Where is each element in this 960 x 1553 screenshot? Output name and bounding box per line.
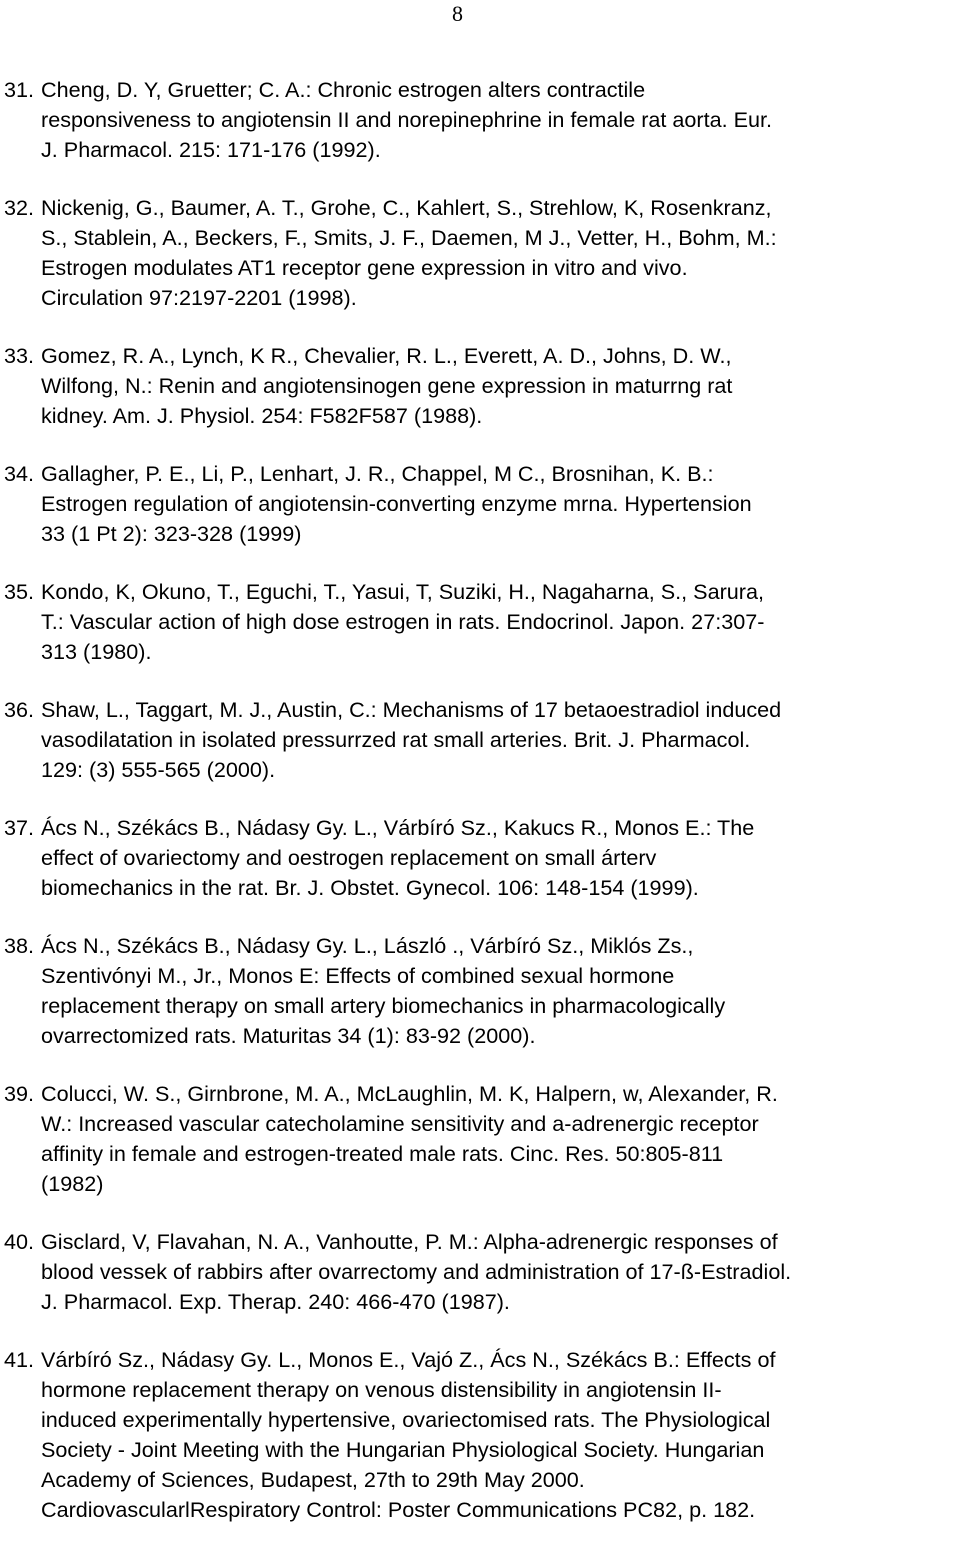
reference-text-line: Nickenig, G., Baumer, A. T., Grohe, C., Kahlert, S., Strehlow, K, Rosenkranz, <box>41 195 772 220</box>
reference-item <box>0 341 956 431</box>
reference-text-line: biomechanics in the rat. Br. J. Obstet. Gynecol. 106: 148-154 (1999). <box>41 875 699 900</box>
reference-text-line: Gisclard, V, Flavahan, N. A., Vanhoutte, P. M.: Alpha-adrenergic responses of <box>41 1229 778 1254</box>
reference-text-line: replacement therapy on small artery biomechanics in pharmacologically <box>41 993 726 1018</box>
reference-number: 34. <box>4 461 35 486</box>
reference-item <box>0 75 956 165</box>
reference-number: 37. <box>4 815 35 840</box>
reference-number: 32. <box>4 195 35 220</box>
reference-number: 41. <box>4 1347 35 1372</box>
reference-text-line: effect of ovariectomy and oestrogen replacement on small árterv <box>41 845 657 870</box>
reference-text-line: Várbíró Sz., Nádasy Gy. L., Monos E., Vajó Z., Ács N., Székács B.: Effects of <box>41 1347 776 1372</box>
reference-text-line: vasodilatation in isolated pressurrzed rat small arteries. Brit. J. Pharmacol. <box>41 727 751 752</box>
reference-text-line: J. Pharmacol. Exp. Therap. 240: 466-470 (1987). <box>41 1289 510 1314</box>
reference-number: 38. <box>4 933 35 958</box>
reference-item <box>0 193 956 313</box>
reference-text-line: 33 (1 Pt 2): 323-328 (1999) <box>41 521 302 546</box>
reference-text-line: 129: (3) 555-565 (2000). <box>41 757 276 782</box>
reference-text-line: Ács N., Székács B., Nádasy Gy. L., Várbíró Sz., Kakucs R., Monos E.: The <box>41 815 755 840</box>
reference-text-line: (1982) <box>41 1171 104 1196</box>
reference-number: 40. <box>4 1229 35 1254</box>
reference-text-line: hormone replacement therapy on venous distensibility in angiotensin II- <box>41 1377 722 1402</box>
reference-item <box>0 1345 956 1525</box>
reference-text-line: Gomez, R. A., Lynch, K R., Chevalier, R. L., Everett, A. D., Johns, D. W., <box>41 343 732 368</box>
reference-text-line: Cheng, D. Y, Gruetter; C. A.: Chronic estrogen alters contractile <box>41 77 646 102</box>
reference-text-line: 313 (1980). <box>41 639 152 664</box>
reference-text-line: S., Stablein, A., Beckers, F., Smits, J. F., Daemen, M J., Vetter, H., Bohm, M.: <box>41 225 777 250</box>
reference-item <box>0 695 956 785</box>
reference-text-line: W.: Increased vascular catecholamine sensitivity and a-adrenergic receptor <box>41 1111 759 1136</box>
reference-number: 39. <box>4 1081 35 1106</box>
reference-text-line: J. Pharmacol. 215: 171-176 (1992). <box>41 137 381 162</box>
reference-item <box>0 577 956 667</box>
reference-text-line: Szentivónyi M., Jr., Monos E: Effects of combined sexual hormone <box>41 963 675 988</box>
page-number: 8 <box>452 1 463 26</box>
reference-text-line: Society - Joint Meeting with the Hungarian Physiological Society. Hungarian <box>41 1437 765 1462</box>
reference-text-line: Circulation 97:2197-2201 (1998). <box>41 285 357 310</box>
reference-text-line: Gallagher, P. E., Li, P., Lenhart, J. R., Chappel, M C., Brosnihan, K. B.: <box>41 461 714 486</box>
reference-item <box>0 931 956 1051</box>
reference-text-line: responsiveness to angiotensin II and norepinephrine in female rat aorta. Eur. <box>41 107 773 132</box>
reference-text-line: induced experimentally hypertensive, ovariectomised rats. The Physiological <box>41 1407 771 1432</box>
reference-text-line: Colucci, W. S., Girnbrone, M. A., McLaughlin, M. K, Halpern, w, Alexander, R. <box>41 1081 778 1106</box>
reference-text-line: Ács N., Székács B., Nádasy Gy. L., László ., Várbíró Sz., Miklós Zs., <box>41 933 694 958</box>
reference-text-line: Kondo, K, Okuno, T., Eguchi, T., Yasui, T, Suziki, H., Nagaharna, S., Sarura, <box>41 579 764 604</box>
reference-text-line: Estrogen regulation of angiotensin-converting enzyme mrna. Hypertension <box>41 491 752 516</box>
reference-number: 31. <box>4 77 35 102</box>
reference-text-line: Estrogen modulates AT1 receptor gene expression in vitro and vivo. <box>41 255 688 280</box>
reference-item <box>0 813 956 903</box>
reference-text-line: kidney. Am. J. Physiol. 254: F582F587 (1988). <box>41 403 483 428</box>
reference-list <box>0 75 960 1553</box>
reference-text-line: Wilfong, N.: Renin and angiotensinogen gene expression in maturrng rat <box>41 373 733 398</box>
reference-item <box>0 1079 956 1199</box>
reference-text-line: affinity in female and estrogen-treated male rats. Cinc. Res. 50:805-811 <box>41 1141 724 1166</box>
reference-number: 35. <box>4 579 35 604</box>
reference-text-line: Academy of Sciences, Budapest, 27th to 29th May 2000. <box>41 1467 585 1492</box>
reference-text-line: blood vessek of rabbirs after ovarrectomy and administration of 17-ß-Estradiol. <box>41 1259 792 1284</box>
reference-text-line: T.: Vascular action of high dose estrogen in rats. Endocrinol. Japon. 27:307- <box>41 609 765 634</box>
reference-number: 33. <box>4 343 35 368</box>
reference-number: 36. <box>4 697 35 722</box>
reference-text-line: ovarrectomized rats. Maturitas 34 (1): 83-92 (2000). <box>41 1023 536 1048</box>
reference-item <box>0 1227 956 1317</box>
reference-item <box>0 459 956 549</box>
reference-text-line: Shaw, L., Taggart, M. J., Austin, C.: Mechanisms of 17 betaoestradiol induced <box>41 697 782 722</box>
reference-text-line: CardiovascularlRespiratory Control: Poster Communications PC82, p. 182. <box>41 1497 756 1522</box>
